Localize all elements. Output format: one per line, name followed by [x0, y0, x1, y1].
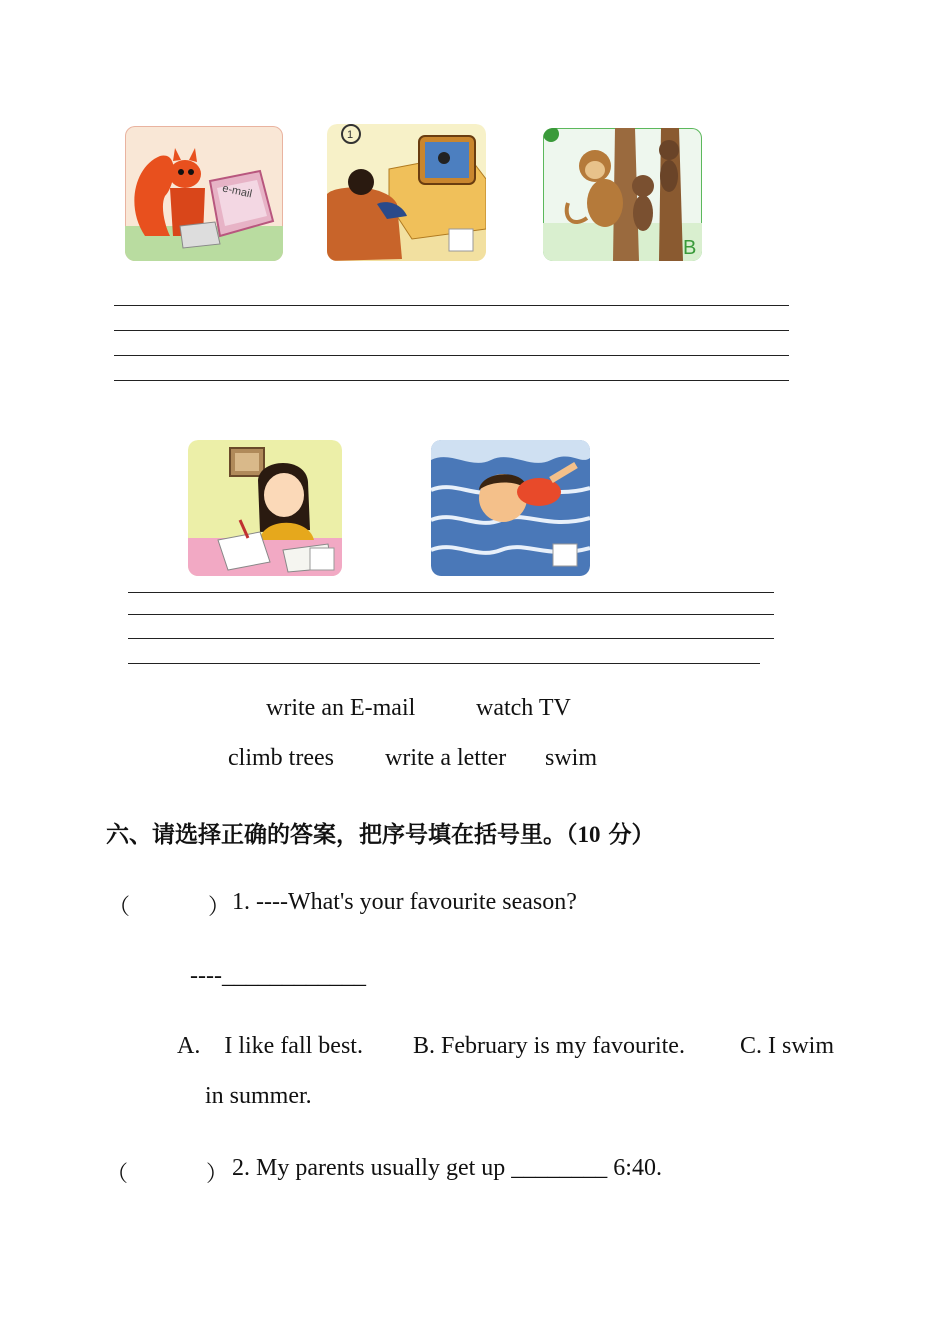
answer-line[interactable]	[114, 355, 789, 356]
girl-writing-letter-picture	[188, 440, 342, 576]
email-screen-text: e-mail	[221, 182, 254, 201]
answer-line[interactable]	[114, 305, 789, 306]
picture-number-marker: 1	[347, 129, 354, 141]
answer-line[interactable]	[128, 663, 760, 664]
monkeys-climbing-trees-picture	[543, 128, 702, 261]
boy-swimming-picture	[431, 440, 590, 576]
question-text: 1. ----What's your favourite season?	[232, 889, 577, 915]
answer-line[interactable]	[128, 614, 774, 615]
squirrel-email-illustration	[125, 126, 283, 261]
option-a: A. I like fall best.	[177, 1033, 363, 1059]
word-bank-item: climb trees	[228, 745, 334, 771]
answer-line[interactable]	[128, 592, 774, 593]
swimming-illustration	[431, 440, 590, 576]
answer-paren-close[interactable]: ）	[206, 1161, 229, 1186]
writing-letter-illustration	[188, 440, 342, 576]
answer-line[interactable]	[114, 330, 789, 331]
section-heading	[106, 816, 655, 849]
word-bank-item: watch TV	[476, 695, 571, 721]
watching-tv-illustration	[327, 124, 486, 261]
option-c: C. I swim	[740, 1033, 835, 1059]
option-c-continued: in summer.	[205, 1083, 312, 1109]
answer-blank[interactable]: ----____________	[190, 963, 366, 989]
word-bank-item: swim	[545, 745, 598, 771]
section-heading-text: 六、请选择正确的答案，把序号填在括号里。（	[106, 822, 578, 848]
answer-paren-close[interactable]: ）	[208, 894, 231, 919]
word-bank-item: write a letter	[385, 745, 507, 771]
answer-paren-open[interactable]: （	[108, 894, 131, 919]
squirrel-email-picture	[125, 126, 283, 261]
child-watching-tv-picture	[327, 124, 486, 261]
answer-paren-open[interactable]: （	[106, 1161, 129, 1186]
answer-line[interactable]	[128, 638, 774, 639]
option-b: B. February is my favourite.	[413, 1033, 685, 1059]
picture-corner-letter: B	[683, 237, 697, 259]
word-bank-item: write an E-mail	[266, 695, 416, 721]
question-text: 2. My parents usually get up ________ 6:40.	[232, 1155, 662, 1181]
answer-line[interactable]	[114, 380, 789, 381]
section-points: 10	[577, 822, 601, 847]
section-heading-suffix: 分）	[600, 822, 655, 848]
monkeys-illustration	[543, 128, 702, 261]
